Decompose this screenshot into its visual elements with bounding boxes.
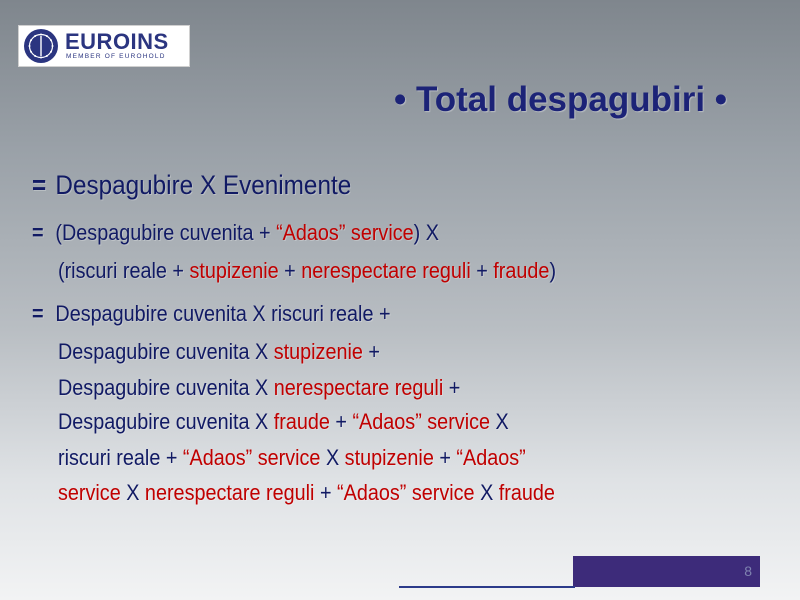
text-segment: X bbox=[120, 480, 145, 505]
highlight-segment: nerespectare reguli bbox=[144, 480, 315, 505]
page-number: 8 bbox=[744, 563, 752, 579]
text-segment: + bbox=[329, 409, 353, 434]
text-segment: + bbox=[314, 480, 338, 505]
slide-title: • Total despagubiri • bbox=[394, 80, 728, 119]
highlight-segment: stupizenie bbox=[189, 258, 279, 283]
highlight-segment: fraude bbox=[498, 480, 555, 505]
highlight-segment: fraude bbox=[493, 258, 550, 283]
equals-sign: = bbox=[32, 301, 44, 326]
text-segment: X bbox=[490, 409, 509, 434]
highlight-segment: “Adaos” service bbox=[337, 480, 475, 505]
equals-sign: = bbox=[32, 220, 44, 245]
formula-line-7 bbox=[58, 409, 509, 435]
text-segment: + bbox=[362, 339, 380, 364]
highlight-segment: stupizenie bbox=[344, 445, 434, 470]
logo-subtitle: MEMBER OF EUROHOLD bbox=[66, 53, 166, 60]
text-segment: X bbox=[474, 480, 499, 505]
formula-line-5 bbox=[58, 339, 380, 365]
logo-name: EUROINS bbox=[65, 29, 169, 54]
highlight-segment: “Adaos” service bbox=[182, 445, 321, 470]
formula-line-1 bbox=[32, 170, 351, 201]
highlight-segment: “Adaos” service bbox=[352, 409, 491, 434]
formula-line-6 bbox=[58, 375, 460, 401]
euroins-logo bbox=[18, 25, 190, 67]
text-segment: ) X bbox=[413, 220, 439, 245]
text-segment: Despagubire cuvenita X bbox=[58, 339, 274, 364]
text-segment: riscuri reale + bbox=[58, 445, 183, 470]
formula-line-8 bbox=[58, 445, 526, 471]
highlight-segment: “Adaos” bbox=[456, 445, 526, 470]
highlight-segment: “Adaos” service bbox=[276, 220, 414, 245]
text-segment: + bbox=[433, 445, 457, 470]
text-segment: Despagubire cuvenita X bbox=[58, 375, 274, 400]
footer-divider bbox=[399, 586, 575, 588]
highlight-segment: nerespectare reguli bbox=[273, 375, 444, 400]
text-segment: X bbox=[320, 445, 345, 470]
text-segment: (Despagubire cuvenita + bbox=[55, 220, 277, 245]
text-segment: Despagubire X Evenimente bbox=[55, 170, 352, 200]
formula-line-3 bbox=[58, 258, 556, 284]
formula-line-2 bbox=[32, 220, 439, 246]
text-segment: + bbox=[278, 258, 302, 283]
formula-line-9 bbox=[58, 480, 555, 506]
highlight-segment: service bbox=[58, 480, 121, 505]
highlight-segment: stupizenie bbox=[273, 339, 363, 364]
text-segment: ) bbox=[549, 258, 557, 283]
formula-line-4 bbox=[32, 301, 391, 327]
text-segment: Despagubire cuvenita X riscuri reale + bbox=[55, 301, 391, 326]
text-segment: + bbox=[443, 375, 461, 400]
text-segment: Despagubire cuvenita X bbox=[58, 409, 274, 434]
footer-bar bbox=[573, 556, 760, 587]
text-segment: (riscuri reale + bbox=[58, 258, 190, 283]
highlight-segment: nerespectare reguli bbox=[301, 258, 471, 283]
euroins-star-circle-icon bbox=[21, 28, 61, 64]
equals-sign: = bbox=[32, 170, 47, 200]
text-segment: + bbox=[470, 258, 494, 283]
highlight-segment: fraude bbox=[273, 409, 330, 434]
